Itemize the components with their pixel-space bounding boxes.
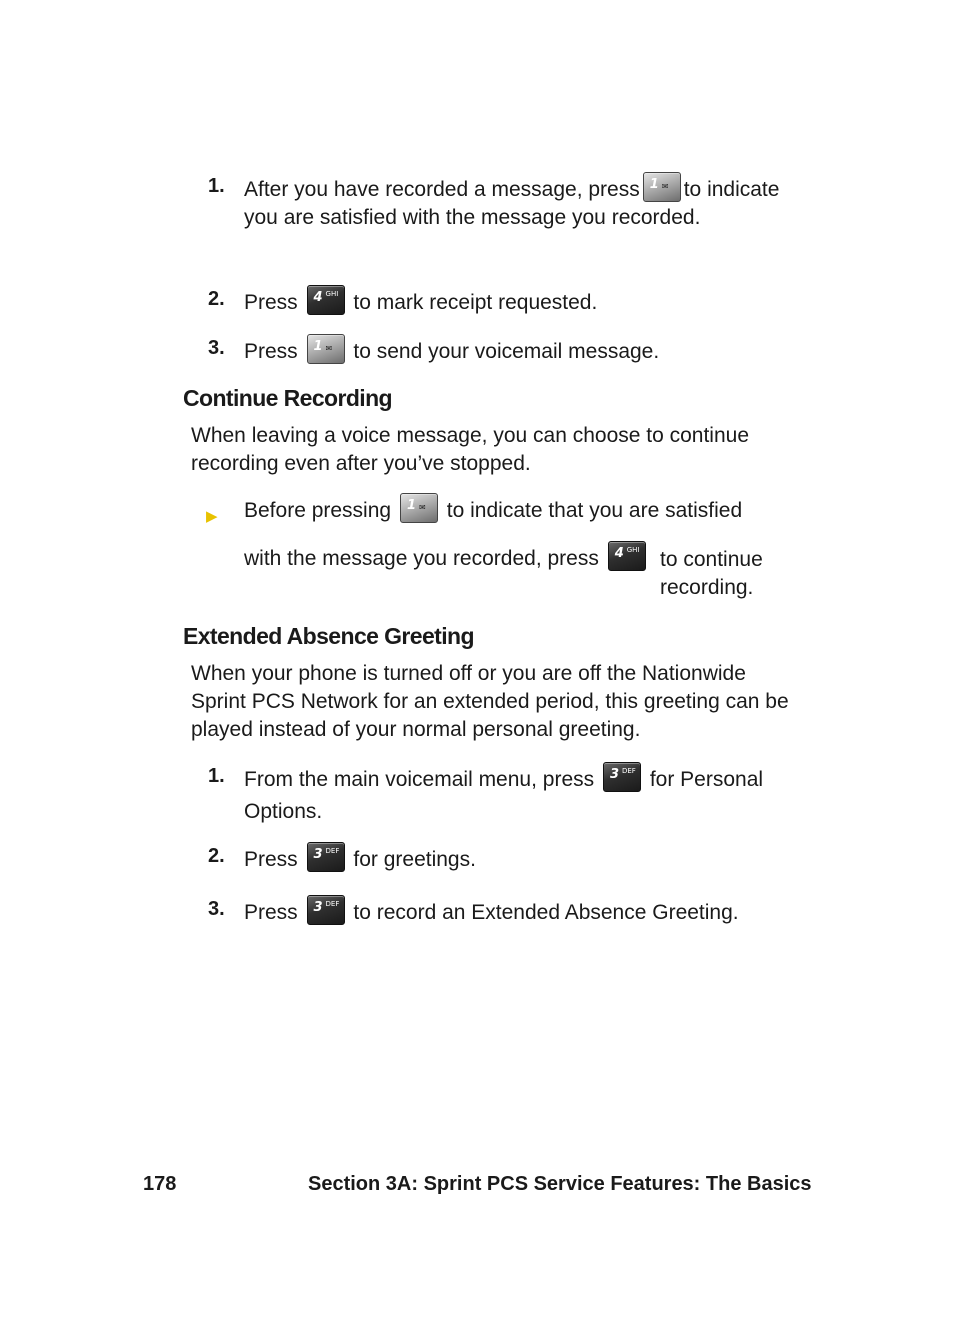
key-sub: DEF — [621, 767, 636, 775]
step-text — [244, 762, 788, 828]
section-title: Section 3A: Sprint PCS Service Features: The Basics — [308, 1173, 812, 1195]
step-text — [244, 842, 788, 874]
step-number: 2. — [208, 288, 225, 310]
bullet-text-post: to continue recording. — [660, 548, 763, 599]
key-sub: GHI — [626, 546, 640, 554]
step-text-pre: Press — [244, 291, 298, 314]
key-glyph: 1 — [406, 498, 416, 513]
key-glyph: 1 — [313, 339, 323, 354]
step-text-post: to record an Extended Absence Greeting. — [353, 901, 739, 924]
step-text — [244, 172, 788, 232]
bullet-text-pre: Before pressing — [244, 499, 392, 522]
key-sub: DEF — [325, 847, 340, 855]
key-1-icon — [400, 493, 438, 523]
heading-extended-absence-greeting: Extended Absence Greeting — [183, 623, 474, 649]
step-text-post: for Personal Options. — [244, 768, 764, 823]
bullet-arrow-icon: ▶ — [206, 508, 218, 525]
key-glyph: 3 — [313, 900, 323, 915]
step-number: 2. — [208, 845, 225, 867]
ext-step-3-record — [208, 895, 788, 927]
key-glyph: 4 — [313, 290, 323, 305]
key-sub: ✉ — [661, 182, 669, 191]
extended-paragraph: When your phone is turned off or you are off the Nationwide Sprint PCS Network for an extended period, this greeting can be played instead of your normal personal greeting. — [191, 662, 789, 741]
key-3-icon — [603, 762, 641, 792]
bullet-text-mid: to indicate that you are satisfied — [446, 499, 743, 522]
step-text-post: for greetings. — [353, 848, 476, 871]
key-1-icon — [307, 334, 345, 364]
key-sub: DEF — [325, 900, 340, 908]
ext-step-2-greetings — [208, 842, 788, 874]
step-text-post: to mark receipt requested. — [353, 291, 598, 314]
key-3-icon — [307, 842, 345, 872]
continue-paragraph: When leaving a voice message, you can choose to continue recording even after you’ve stopped. — [191, 424, 750, 475]
bullet-text-post-wrap — [244, 530, 804, 599]
step-text-pre: Press — [244, 340, 298, 363]
key-sub: ✉ — [325, 344, 333, 353]
key-glyph: 3 — [609, 767, 620, 782]
heading-continue-recording: Continue Recording — [183, 385, 392, 411]
step-number: 1. — [208, 175, 225, 197]
step-text-post: to send your voicemail message. — [353, 340, 660, 363]
key-glyph: 1 — [649, 177, 659, 192]
step-text-post: to indicate you are satisfied with the message you recorded. — [244, 178, 780, 229]
step-number: 3. — [208, 898, 225, 920]
step-text-pre: Press — [244, 848, 298, 871]
key-3-icon — [307, 895, 345, 925]
step-text-pre: After you have recorded a message, press — [244, 178, 640, 201]
key-glyph: 3 — [313, 847, 323, 862]
step-1-satisfied — [208, 172, 788, 232]
step-number: 1. — [208, 765, 225, 787]
key-sub: ✉ — [418, 503, 426, 512]
step-text — [244, 895, 788, 927]
bullet-text-mid2: with the message you recorded, press — [244, 547, 599, 570]
step-3-send — [208, 334, 788, 366]
key-sub: GHI — [325, 290, 339, 298]
key-1-icon — [643, 172, 681, 202]
step-number: 3. — [208, 337, 225, 359]
key-glyph: 4 — [614, 546, 624, 561]
step-text — [244, 334, 788, 366]
step-2-receipt — [208, 285, 788, 317]
step-text-pre: From the main voicemail menu, press — [244, 768, 595, 791]
step-text — [244, 285, 788, 317]
page-number: 178 — [143, 1173, 177, 1195]
key-4-icon — [307, 285, 345, 315]
ext-step-1-personal-options — [208, 762, 788, 828]
step-text-pre: Press — [244, 901, 298, 924]
